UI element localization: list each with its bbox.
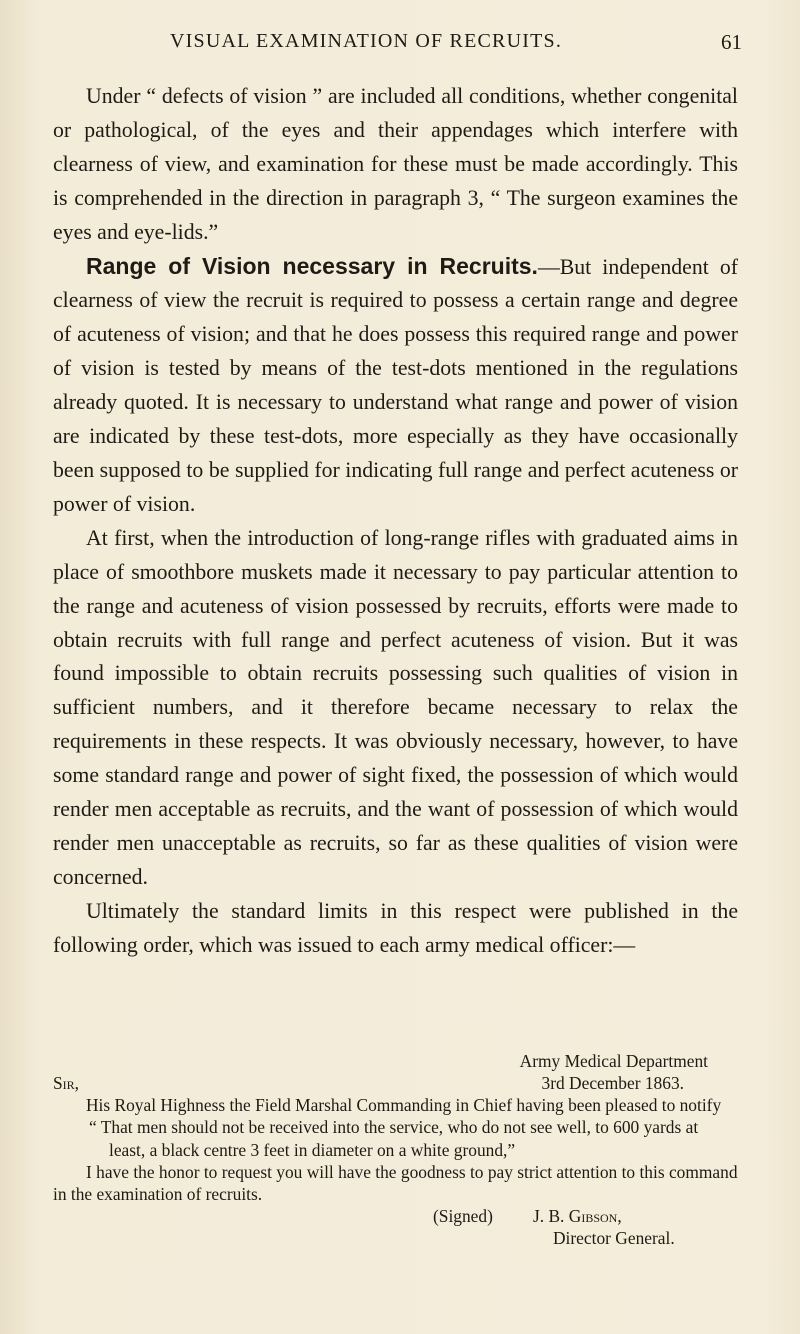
section-heading: Range of Vision necessary in Recruits.	[86, 252, 538, 279]
body-text	[53, 80, 738, 963]
letter-title-row	[53, 1227, 738, 1249]
letter-date: 3rd December 1863.	[541, 1073, 684, 1094]
letter-salutation-row	[53, 1072, 738, 1094]
page-number: 61	[721, 30, 742, 54]
letter-salutation: Sir,	[53, 1073, 80, 1094]
letter-department: Army Medical Department	[519, 1051, 708, 1071]
letter-line-2: I have the honor to request you will have the goodness to pay strict attention to this command in the examination of recruits.	[53, 1161, 738, 1205]
letter-signature-row	[53, 1205, 738, 1227]
letter-signer: J. B. Gibson,	[533, 1206, 622, 1227]
letter-quote: “ That men should not be received into the service, who do not see well, to 600 yards at least, a black centre 3 feet in diameter on a white ground,”	[89, 1117, 699, 1160]
letter-line-1: His Royal Highness the Field Marshal Commanding in Chief having been pleased to notify	[86, 1095, 722, 1116]
paragraph-long-range-rifles: At first, when the introduction of long-range rifles with graduated aims in place of smoothbore muskets made it necessary to pay particular attention to the range and acuteness of vision possessed by recruits, efforts were made to obtain recruits with full range and perfect acuteness of vision. But it was found impossible to obtain recruits possessing such qualities of vision in sufficient numbers, and it therefore became necessary to relax the requirements in these respects. It was obviously necessary, however, to have some standard range and power of sight fixed, the possession of which would render men acceptable as recruits, and the want of possession of which would render men unacceptable as recruits, so far as these qualities of vision were concerned.	[53, 525, 738, 889]
page-header	[52, 30, 742, 64]
quoted-order	[53, 1050, 738, 1249]
paragraph-defects-of-vision: Under “ defects of vision ” are included all conditions, whether congenital or pathological, of the eyes and their appendages which interfere with clearness of view, and examination for these must be made accordingly. This is comprehended in the direction in paragraph 3, “ The surgeon examines the eyes and eye-lids.”	[53, 84, 738, 244]
paragraph-range-text: —But independent of clearness of view the recruit is required to possess a certain range and degree of acuteness of vision; and that he does possess this required range and power of vision is tested by means of the test-dots mentioned in the regulations already quoted. It is necessary to understand what range and power of vision are indicated by these test-dots, more especially as they have occasionally been supposed to be supplied for indicating full range and perfect acuteness or power of vision.	[53, 254, 739, 516]
running-head: VISUAL EXAMINATION OF RECRUITS.	[170, 30, 563, 52]
letter-title: Director General.	[553, 1228, 675, 1249]
paragraph-standard-limits: Ultimately the standard limits in this respect were published in the following order, which was issued to each army medical officer:—	[53, 898, 738, 957]
letter-signed: (Signed)	[433, 1206, 493, 1227]
paragraph-range-of-vision	[53, 250, 738, 522]
